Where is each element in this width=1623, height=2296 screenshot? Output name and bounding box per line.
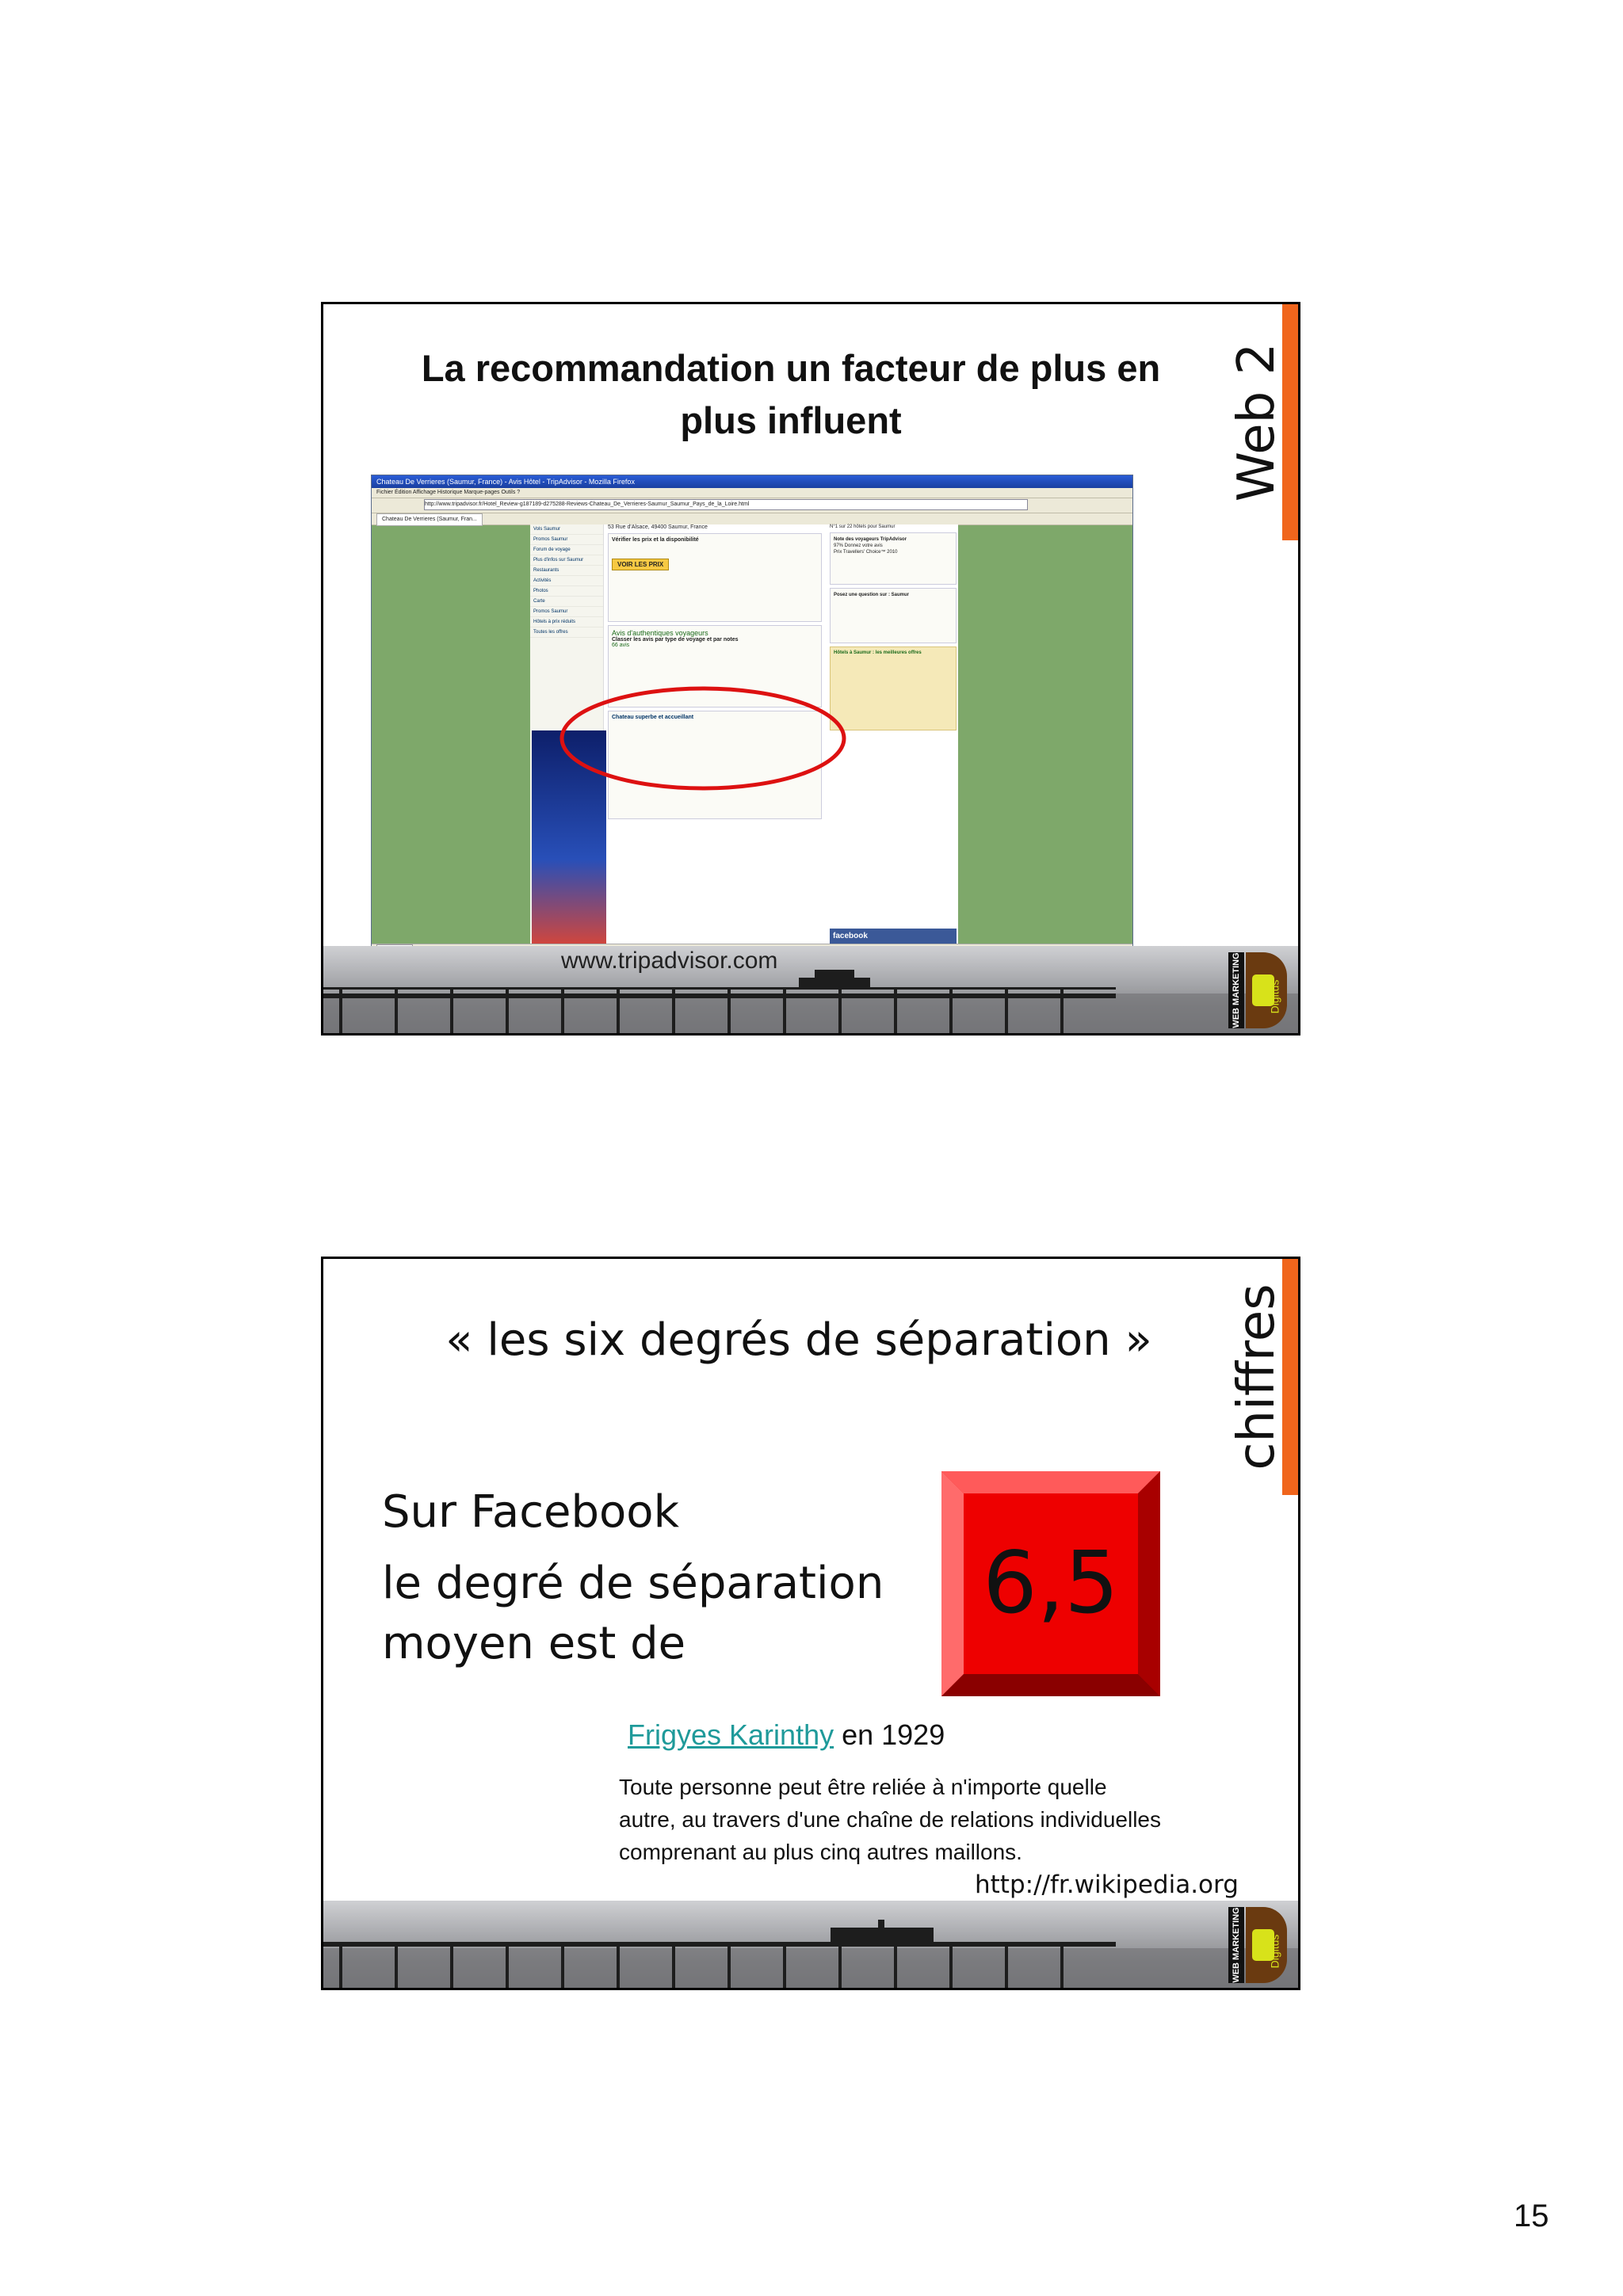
highlight-ellipse — [558, 685, 848, 792]
pier-footer — [323, 1901, 1298, 1988]
browser-title: Chateau De Verrieres (Saumur, France) - Avis Hôtel - TripAdvisor - Mozilla Firefox — [372, 475, 1132, 488]
browser-screenshot — [371, 475, 1133, 959]
digitus-logo: WEB MARKETING Digitus — [1228, 946, 1292, 1033]
side-label: chiffres — [1228, 1283, 1286, 1470]
side-tab — [1228, 1259, 1298, 1495]
offers-box: Hôtels à Saumur : les meilleures offres — [830, 646, 957, 730]
browser-tabs — [372, 513, 1132, 525]
separation-value-box — [941, 1471, 1160, 1696]
side-tab — [1228, 304, 1298, 540]
url-field: http://www.tripadvisor.fr/Hotel_Review-g187189-d275288-Reviews-Chateau_De_Verrieres-Saumur_Saumur_Pays_de_la_Loire.html — [424, 499, 1028, 510]
reviews-box: Avis d'authentiques voyageurs Classer les avis par type de voyage et par notes 66 avis — [608, 625, 822, 707]
pier-silhouette — [323, 946, 1298, 1033]
ratings-box: Note des voyageurs TripAdvisor 97% Donnez votre avis Prix Travellers' Choice™ 2010 — [830, 532, 957, 585]
digitus-logo: WEB MARKETING Digitus — [1228, 1901, 1292, 1988]
right-column — [830, 524, 957, 944]
browser-tab: Chateau De Verrieres (Saumur, Fran... — [376, 513, 483, 526]
browser-address-bar — [372, 498, 1132, 513]
price-box: Vérifier les prix et la disponibilité VOIR LES PRIX — [608, 533, 822, 622]
pier-footer — [323, 946, 1298, 1033]
pier-silhouette — [323, 1901, 1298, 1988]
review-item: Chateau superbe et accueillant — [608, 711, 822, 819]
slide-title: La recommandation un facteur de plus en plus influent — [421, 347, 1161, 441]
slide-chiffres — [321, 1257, 1300, 1990]
separation-value: 6,5 — [983, 1534, 1119, 1633]
rank: N°1 sur 22 hôtels pour Saumur — [830, 524, 896, 529]
left-nav: Vols Saumur Promos Saumur Forum de voyage Plus d'infos sur Saumur Restaurants Activités Photos Carte Promos Saumur Hôtels à prix réduits Toutes les offres — [530, 524, 604, 944]
question-box: Posez une question sur : Saumur — [830, 588, 957, 643]
source-url: http://fr.wikipedia.org — [975, 1871, 1239, 1899]
facebook-statement: Sur Facebook le degré de séparation moyen est de — [382, 1486, 884, 1669]
hotel-address: 53 Rue d'Alsace, 49400 Saumur, France — [608, 524, 708, 530]
slide-web2 — [321, 302, 1300, 1035]
browser-menu: Fichier Édition Affichage Historique Marque-pages Outils ? — [372, 488, 1132, 498]
slide-title: « les six degrés de séparation » — [445, 1314, 1152, 1366]
facebook-widget: facebook — [830, 929, 957, 944]
definition-quote: Toute personne peut être reliée à n'importe quelle autre, au travers d'une chaîne de relations individuelles comprenant au plus cinq autres maillons. — [619, 1775, 1161, 1864]
source-caption: www.tripadvisor.com — [561, 948, 778, 974]
page-number: 15 — [1514, 2199, 1549, 2233]
side-label: Web 2 — [1228, 342, 1286, 502]
author-link[interactable]: Frigyes Karinthy — [628, 1718, 834, 1751]
see-prices-button: VOIR LES PRIX — [612, 559, 669, 570]
author-line: Frigyes Karinthy en 1929 — [628, 1718, 945, 1751]
